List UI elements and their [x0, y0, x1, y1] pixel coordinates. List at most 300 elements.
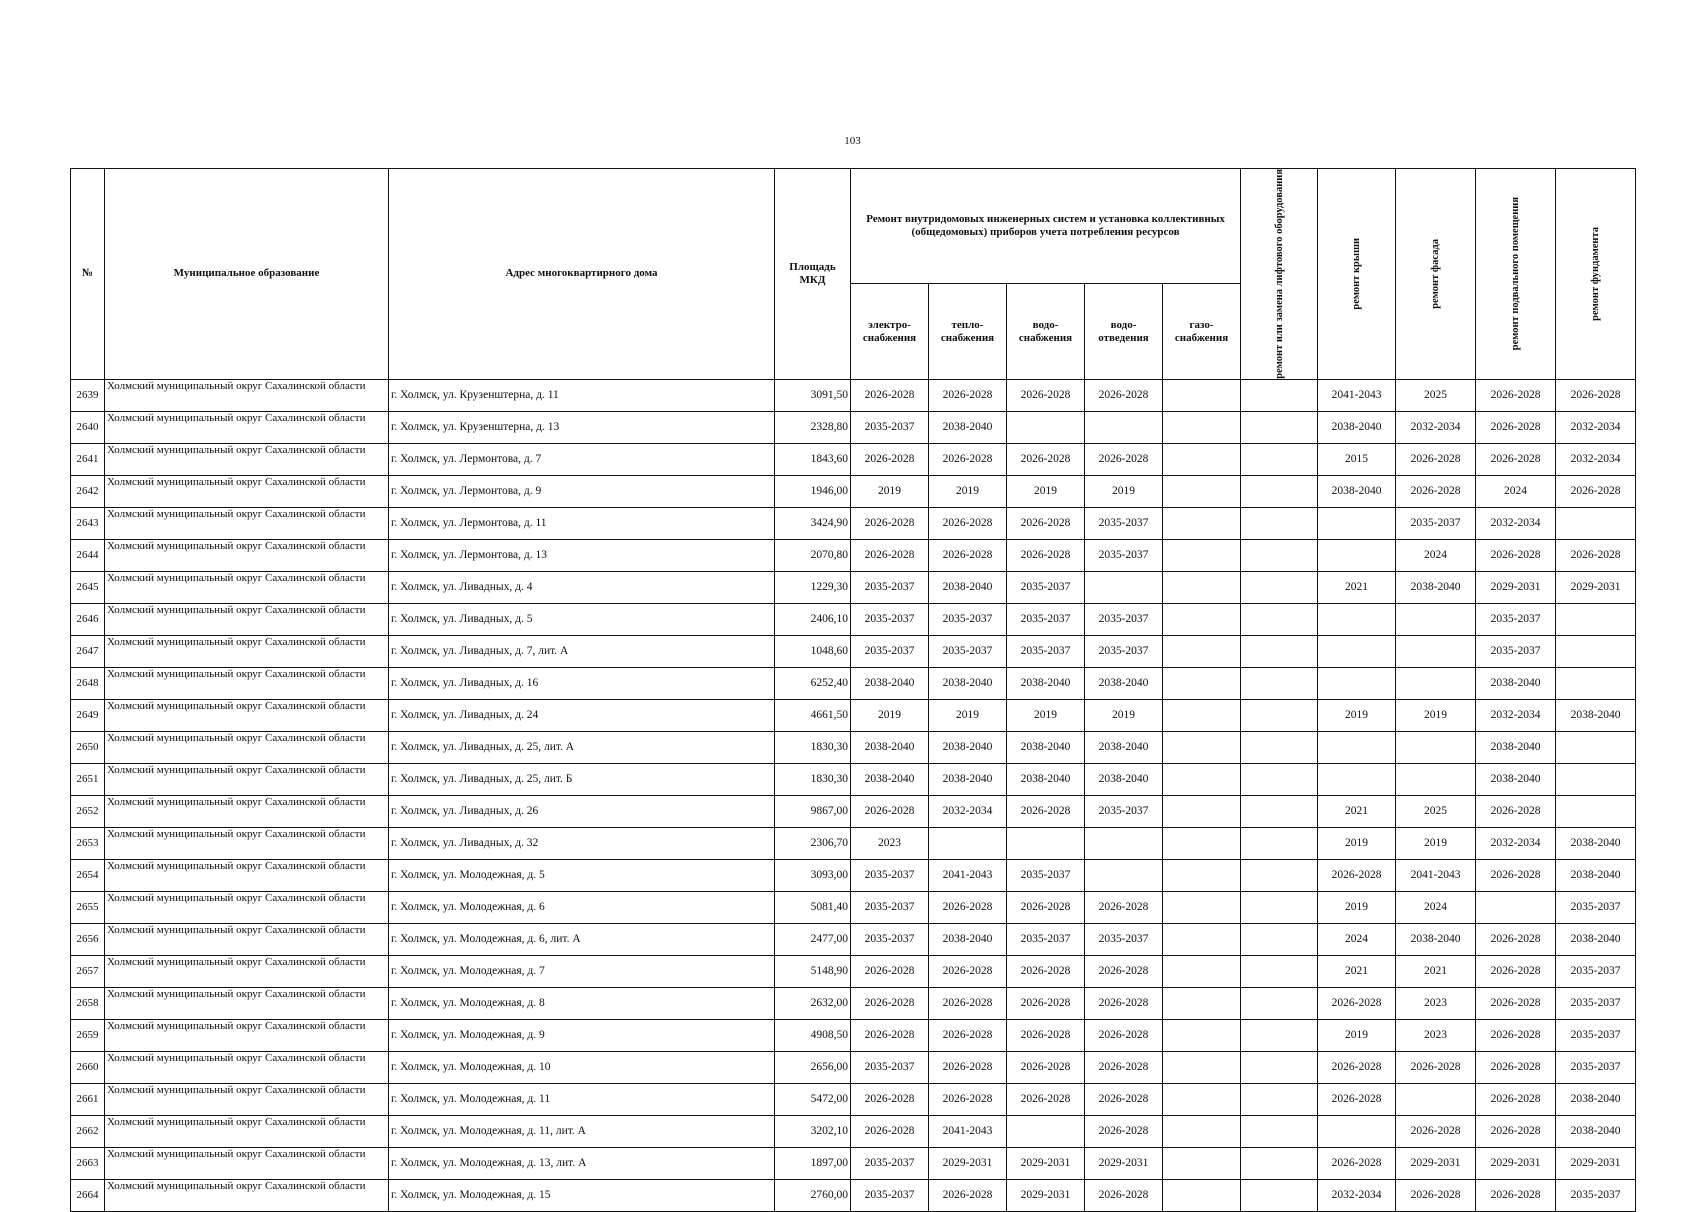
row-heating: 2035-2037: [929, 635, 1007, 667]
row-address: г. Холмск, ул. Молодежная, д. 5: [389, 859, 775, 891]
row-gas: [1163, 731, 1241, 763]
header-heating: тепло- снабжения: [929, 284, 1007, 379]
row-elevator: [1241, 603, 1318, 635]
row-gas: [1163, 827, 1241, 859]
table-row: [71, 539, 1636, 571]
row-area: 9867,00: [775, 795, 851, 827]
row-water-supply: 2029-2031: [1007, 1179, 1085, 1211]
row-facade: 2026-2028: [1396, 1179, 1476, 1211]
row-number: 2661: [71, 1083, 105, 1115]
row-heating: 2026-2028: [929, 443, 1007, 475]
row-facade: 2023: [1396, 987, 1476, 1019]
row-water-disposal: 2035-2037: [1085, 795, 1163, 827]
row-water-supply: 2026-2028: [1007, 955, 1085, 987]
row-water-supply: 2035-2037: [1007, 571, 1085, 603]
row-heating: 2019: [929, 475, 1007, 507]
row-gas: [1163, 763, 1241, 795]
row-municipality: Холмский муниципальный округ Сахалинской области: [105, 763, 389, 795]
row-heating: 2026-2028: [929, 1083, 1007, 1115]
row-roof: 2026-2028: [1318, 1051, 1396, 1083]
row-facade: [1396, 603, 1476, 635]
row-facade: 2024: [1396, 891, 1476, 923]
row-electricity: 2035-2037: [851, 1051, 929, 1083]
row-foundation: 2038-2040: [1556, 699, 1636, 731]
row-municipality: Холмский муниципальный округ Сахалинской области: [105, 507, 389, 539]
row-area: 2328,80: [775, 411, 851, 443]
row-roof: [1318, 763, 1396, 795]
row-municipality: Холмский муниципальный округ Сахалинской области: [105, 1019, 389, 1051]
row-facade: 2019: [1396, 699, 1476, 731]
row-electricity: 2038-2040: [851, 763, 929, 795]
row-area: 2406,10: [775, 603, 851, 635]
row-foundation: 2038-2040: [1556, 1083, 1636, 1115]
row-number: 2653: [71, 827, 105, 859]
row-basement: 2035-2037: [1476, 635, 1556, 667]
row-heating: 2026-2028: [929, 379, 1007, 411]
row-heating: 2026-2028: [929, 891, 1007, 923]
row-roof: [1318, 1115, 1396, 1147]
row-elevator: [1241, 635, 1318, 667]
row-municipality: Холмский муниципальный округ Сахалинской области: [105, 955, 389, 987]
row-electricity: 2019: [851, 475, 929, 507]
table-body: [71, 379, 1636, 1211]
row-roof: 2032-2034: [1318, 1179, 1396, 1211]
row-number: 2642: [71, 475, 105, 507]
row-electricity: 2035-2037: [851, 891, 929, 923]
row-water-supply: 2026-2028: [1007, 891, 1085, 923]
row-roof: [1318, 539, 1396, 571]
row-basement: 2035-2037: [1476, 603, 1556, 635]
row-heating: 2026-2028: [929, 1179, 1007, 1211]
row-facade: 2038-2040: [1396, 923, 1476, 955]
row-roof: 2041-2043: [1318, 379, 1396, 411]
row-municipality: Холмский муниципальный округ Сахалинской области: [105, 539, 389, 571]
row-facade: [1396, 667, 1476, 699]
row-heating: 2038-2040: [929, 667, 1007, 699]
row-address: г. Холмск, ул. Ливадных, д. 5: [389, 603, 775, 635]
row-foundation: 2035-2037: [1556, 987, 1636, 1019]
row-address: г. Холмск, ул. Молодежная, д. 13, лит. А: [389, 1147, 775, 1179]
row-roof: 2026-2028: [1318, 987, 1396, 1019]
row-facade: 2026-2028: [1396, 1051, 1476, 1083]
row-municipality: Холмский муниципальный округ Сахалинской области: [105, 603, 389, 635]
row-heating: 2029-2031: [929, 1147, 1007, 1179]
row-basement: 2026-2028: [1476, 987, 1556, 1019]
row-number: 2646: [71, 603, 105, 635]
row-area: 1830,30: [775, 731, 851, 763]
row-number: 2658: [71, 987, 105, 1019]
row-number: 2663: [71, 1147, 105, 1179]
row-roof: [1318, 603, 1396, 635]
row-water-disposal: 2035-2037: [1085, 507, 1163, 539]
row-roof: 2038-2040: [1318, 475, 1396, 507]
row-water-disposal: 2026-2028: [1085, 1115, 1163, 1147]
row-number: 2659: [71, 1019, 105, 1051]
row-area: 1048,60: [775, 635, 851, 667]
row-water-disposal: 2026-2028: [1085, 1083, 1163, 1115]
row-elevator: [1241, 475, 1318, 507]
row-gas: [1163, 667, 1241, 699]
row-water-disposal: 2038-2040: [1085, 731, 1163, 763]
row-roof: 2021: [1318, 795, 1396, 827]
row-water-supply: 2019: [1007, 475, 1085, 507]
row-basement: 2026-2028: [1476, 1019, 1556, 1051]
header-engineering-group: Ремонт внутридомовых инженерных систем и установка коллективных (общедомовых) приборов учета потребления ресурсов: [851, 169, 1241, 284]
row-gas: [1163, 987, 1241, 1019]
row-facade: 2026-2028: [1396, 443, 1476, 475]
row-foundation: 2026-2028: [1556, 475, 1636, 507]
row-facade: 2025: [1396, 379, 1476, 411]
row-foundation: 2038-2040: [1556, 859, 1636, 891]
row-roof: 2038-2040: [1318, 411, 1396, 443]
row-basement: 2026-2028: [1476, 955, 1556, 987]
row-address: г. Холмск, ул. Ливадных, д. 25, лит. А: [389, 731, 775, 763]
row-foundation: 2038-2040: [1556, 923, 1636, 955]
row-water-disposal: 2026-2028: [1085, 1019, 1163, 1051]
row-basement: 2026-2028: [1476, 1115, 1556, 1147]
row-heating: 2038-2040: [929, 923, 1007, 955]
row-elevator: [1241, 699, 1318, 731]
header-num: №: [71, 169, 105, 380]
row-water-disposal: 2035-2037: [1085, 539, 1163, 571]
row-basement: 2032-2034: [1476, 507, 1556, 539]
row-water-supply: 2029-2031: [1007, 1147, 1085, 1179]
row-basement: 2026-2028: [1476, 859, 1556, 891]
row-address: г. Холмск, ул. Ливадных, д. 26: [389, 795, 775, 827]
table-row: [71, 475, 1636, 507]
row-water-disposal: 2026-2028: [1085, 1179, 1163, 1211]
row-water-supply: 2026-2028: [1007, 507, 1085, 539]
row-elevator: [1241, 1179, 1318, 1211]
table-row: [71, 1147, 1636, 1179]
row-water-disposal: 2026-2028: [1085, 891, 1163, 923]
row-heating: 2026-2028: [929, 1019, 1007, 1051]
table-row: [71, 987, 1636, 1019]
row-basement: 2026-2028: [1476, 1051, 1556, 1083]
row-roof: [1318, 667, 1396, 699]
row-heating: 2038-2040: [929, 571, 1007, 603]
table-row: [71, 827, 1636, 859]
row-number: 2643: [71, 507, 105, 539]
table-row: [71, 507, 1636, 539]
row-water-disposal: [1085, 859, 1163, 891]
row-roof: 2021: [1318, 955, 1396, 987]
row-foundation: 2035-2037: [1556, 1051, 1636, 1083]
row-water-disposal: 2026-2028: [1085, 379, 1163, 411]
header-elevator: ремонт или замена лифтового оборудования: [1241, 169, 1318, 380]
row-electricity: 2026-2028: [851, 1019, 929, 1051]
row-municipality: Холмский муниципальный округ Сахалинской области: [105, 1115, 389, 1147]
row-roof: [1318, 731, 1396, 763]
row-foundation: [1556, 603, 1636, 635]
header-foundation: ремонт фундамента: [1556, 169, 1636, 380]
row-basement: 2024: [1476, 475, 1556, 507]
row-elevator: [1241, 827, 1318, 859]
row-basement: 2026-2028: [1476, 539, 1556, 571]
row-electricity: 2035-2037: [851, 635, 929, 667]
row-area: 1843,60: [775, 443, 851, 475]
row-foundation: [1556, 763, 1636, 795]
row-area: 1946,00: [775, 475, 851, 507]
table-row: [71, 1115, 1636, 1147]
row-area: 2632,00: [775, 987, 851, 1019]
row-basement: 2038-2040: [1476, 731, 1556, 763]
row-water-disposal: 2038-2040: [1085, 763, 1163, 795]
row-water-disposal: 2035-2037: [1085, 603, 1163, 635]
row-gas: [1163, 1051, 1241, 1083]
row-basement: 2026-2028: [1476, 379, 1556, 411]
row-electricity: 2035-2037: [851, 1179, 929, 1211]
row-facade: 2024: [1396, 539, 1476, 571]
row-gas: [1163, 923, 1241, 955]
row-elevator: [1241, 571, 1318, 603]
row-facade: 2025: [1396, 795, 1476, 827]
row-water-supply: 2026-2028: [1007, 1019, 1085, 1051]
row-municipality: Холмский муниципальный округ Сахалинской области: [105, 891, 389, 923]
row-elevator: [1241, 1147, 1318, 1179]
row-address: г. Холмск, ул. Ливадных, д. 16: [389, 667, 775, 699]
row-basement: 2026-2028: [1476, 411, 1556, 443]
row-gas: [1163, 955, 1241, 987]
row-area: 3093,00: [775, 859, 851, 891]
row-foundation: 2032-2034: [1556, 411, 1636, 443]
row-gas: [1163, 1179, 1241, 1211]
row-water-supply: 2026-2028: [1007, 1083, 1085, 1115]
row-water-supply: 2019: [1007, 699, 1085, 731]
row-elevator: [1241, 859, 1318, 891]
row-municipality: Холмский муниципальный округ Сахалинской области: [105, 1083, 389, 1115]
row-heating: 2041-2043: [929, 859, 1007, 891]
row-municipality: Холмский муниципальный округ Сахалинской области: [105, 731, 389, 763]
row-basement: 2038-2040: [1476, 763, 1556, 795]
header-facade: ремонт фасада: [1396, 169, 1476, 380]
row-number: 2647: [71, 635, 105, 667]
row-foundation: [1556, 667, 1636, 699]
row-address: г. Холмск, ул. Ливадных, д. 4: [389, 571, 775, 603]
row-number: 2656: [71, 923, 105, 955]
row-water-supply: 2035-2037: [1007, 923, 1085, 955]
row-electricity: 2026-2028: [851, 987, 929, 1019]
row-number: 2664: [71, 1179, 105, 1211]
row-gas: [1163, 603, 1241, 635]
table-row: [71, 891, 1636, 923]
row-water-supply: [1007, 1115, 1085, 1147]
row-water-supply: 2038-2040: [1007, 667, 1085, 699]
row-municipality: Холмский муниципальный округ Сахалинской области: [105, 667, 389, 699]
row-heating: 2026-2028: [929, 987, 1007, 1019]
table-row: [71, 955, 1636, 987]
row-foundation: 2029-2031: [1556, 571, 1636, 603]
row-number: 2645: [71, 571, 105, 603]
table-row: [71, 731, 1636, 763]
row-gas: [1163, 507, 1241, 539]
row-address: г. Холмск, ул. Лермонтова, д. 7: [389, 443, 775, 475]
row-address: г. Холмск, ул. Ливадных, д. 7, лит. А: [389, 635, 775, 667]
row-gas: [1163, 475, 1241, 507]
row-gas: [1163, 795, 1241, 827]
row-facade: [1396, 635, 1476, 667]
row-heating: 2032-2034: [929, 795, 1007, 827]
row-roof: 2024: [1318, 923, 1396, 955]
row-facade: 2019: [1396, 827, 1476, 859]
row-water-disposal: 2038-2040: [1085, 667, 1163, 699]
row-facade: 2041-2043: [1396, 859, 1476, 891]
row-area: 5081,40: [775, 891, 851, 923]
row-address: г. Холмск, ул. Ливадных, д. 25, лит. Б: [389, 763, 775, 795]
row-electricity: 2023: [851, 827, 929, 859]
row-foundation: [1556, 731, 1636, 763]
row-basement: [1476, 891, 1556, 923]
row-water-supply: 2026-2028: [1007, 443, 1085, 475]
row-number: 2648: [71, 667, 105, 699]
row-elevator: [1241, 987, 1318, 1019]
header-water-supply: водо- снабжения: [1007, 284, 1085, 379]
row-elevator: [1241, 1051, 1318, 1083]
header-municipality: Муниципальное образование: [105, 169, 389, 380]
row-water-supply: 2035-2037: [1007, 859, 1085, 891]
row-roof: 2019: [1318, 699, 1396, 731]
row-area: 3424,90: [775, 507, 851, 539]
row-electricity: 2026-2028: [851, 507, 929, 539]
row-number: 2655: [71, 891, 105, 923]
row-municipality: Холмский муниципальный округ Сахалинской области: [105, 635, 389, 667]
row-area: 2306,70: [775, 827, 851, 859]
row-facade: [1396, 1083, 1476, 1115]
header-area: Площадь МКД: [775, 169, 851, 380]
row-number: 2639: [71, 379, 105, 411]
row-roof: 2019: [1318, 891, 1396, 923]
row-elevator: [1241, 443, 1318, 475]
table-row: [71, 1051, 1636, 1083]
row-water-disposal: 2026-2028: [1085, 987, 1163, 1019]
row-basement: 2032-2034: [1476, 827, 1556, 859]
row-municipality: Холмский муниципальный округ Сахалинской области: [105, 411, 389, 443]
row-electricity: 2035-2037: [851, 571, 929, 603]
row-roof: [1318, 635, 1396, 667]
row-gas: [1163, 1019, 1241, 1051]
row-water-disposal: 2035-2037: [1085, 635, 1163, 667]
table-row: [71, 1179, 1636, 1211]
row-elevator: [1241, 955, 1318, 987]
table-row: [71, 443, 1636, 475]
row-gas: [1163, 539, 1241, 571]
row-basement: 2026-2028: [1476, 443, 1556, 475]
row-address: г. Холмск, ул. Ливадных, д. 24: [389, 699, 775, 731]
row-roof: 2019: [1318, 1019, 1396, 1051]
row-area: 6252,40: [775, 667, 851, 699]
row-water-disposal: [1085, 571, 1163, 603]
row-water-disposal: 2026-2028: [1085, 955, 1163, 987]
row-gas: [1163, 379, 1241, 411]
page-number: 103: [844, 135, 861, 147]
row-electricity: 2026-2028: [851, 443, 929, 475]
table-row: [71, 571, 1636, 603]
row-foundation: 2035-2037: [1556, 1019, 1636, 1051]
row-number: 2654: [71, 859, 105, 891]
row-address: г. Холмск, ул. Крузенштерна, д. 11: [389, 379, 775, 411]
row-address: г. Холмск, ул. Молодежная, д. 11, лит. А: [389, 1115, 775, 1147]
row-roof: 2026-2028: [1318, 1147, 1396, 1179]
table-row: [71, 635, 1636, 667]
row-water-disposal: 2026-2028: [1085, 443, 1163, 475]
row-gas: [1163, 635, 1241, 667]
row-facade: 2023: [1396, 1019, 1476, 1051]
row-elevator: [1241, 1115, 1318, 1147]
row-area: 4661,50: [775, 699, 851, 731]
row-gas: [1163, 859, 1241, 891]
row-elevator: [1241, 539, 1318, 571]
row-heating: [929, 827, 1007, 859]
row-heating: 2026-2028: [929, 539, 1007, 571]
row-number: 2649: [71, 699, 105, 731]
table-header: [71, 169, 1636, 380]
row-number: 2662: [71, 1115, 105, 1147]
row-electricity: 2035-2037: [851, 411, 929, 443]
row-area: 2760,00: [775, 1179, 851, 1211]
row-basement: 2026-2028: [1476, 1179, 1556, 1211]
row-electricity: 2038-2040: [851, 731, 929, 763]
row-water-disposal: 2026-2028: [1085, 1051, 1163, 1083]
row-gas: [1163, 699, 1241, 731]
row-area: 5472,00: [775, 1083, 851, 1115]
row-municipality: Холмский муниципальный округ Сахалинской области: [105, 859, 389, 891]
row-elevator: [1241, 507, 1318, 539]
table-row: [71, 411, 1636, 443]
row-area: 1229,30: [775, 571, 851, 603]
header-basement: ремонт подвального помещения: [1476, 169, 1556, 380]
row-foundation: [1556, 635, 1636, 667]
row-facade: 2021: [1396, 955, 1476, 987]
row-electricity: 2035-2037: [851, 859, 929, 891]
row-water-supply: 2038-2040: [1007, 763, 1085, 795]
row-number: 2640: [71, 411, 105, 443]
row-facade: 2038-2040: [1396, 571, 1476, 603]
table-row: [71, 859, 1636, 891]
row-municipality: Холмский муниципальный округ Сахалинской области: [105, 571, 389, 603]
row-gas: [1163, 411, 1241, 443]
row-area: 4908,50: [775, 1019, 851, 1051]
row-electricity: 2019: [851, 699, 929, 731]
row-address: г. Холмск, ул. Крузенштерна, д. 13: [389, 411, 775, 443]
table-row: [71, 603, 1636, 635]
row-electricity: 2026-2028: [851, 539, 929, 571]
row-foundation: [1556, 507, 1636, 539]
row-electricity: 2026-2028: [851, 1083, 929, 1115]
row-number: 2641: [71, 443, 105, 475]
repair-schedule-table: [70, 168, 1636, 1212]
row-foundation: 2035-2037: [1556, 1179, 1636, 1211]
row-elevator: [1241, 891, 1318, 923]
row-address: г. Холмск, ул. Лермонтова, д. 11: [389, 507, 775, 539]
row-basement: 2026-2028: [1476, 923, 1556, 955]
row-water-supply: 2038-2040: [1007, 731, 1085, 763]
row-roof: 2021: [1318, 571, 1396, 603]
row-heating: 2026-2028: [929, 955, 1007, 987]
row-heating: 2038-2040: [929, 731, 1007, 763]
row-foundation: 2032-2034: [1556, 443, 1636, 475]
row-foundation: 2038-2040: [1556, 1115, 1636, 1147]
row-water-supply: 2026-2028: [1007, 795, 1085, 827]
row-water-disposal: 2019: [1085, 475, 1163, 507]
table-row: [71, 795, 1636, 827]
row-address: г. Холмск, ул. Молодежная, д. 7: [389, 955, 775, 987]
row-electricity: 2035-2037: [851, 603, 929, 635]
row-electricity: 2026-2028: [851, 379, 929, 411]
row-address: г. Холмск, ул. Лермонтова, д. 9: [389, 475, 775, 507]
row-foundation: 2035-2037: [1556, 955, 1636, 987]
row-basement: 2032-2034: [1476, 699, 1556, 731]
table-row: [71, 667, 1636, 699]
